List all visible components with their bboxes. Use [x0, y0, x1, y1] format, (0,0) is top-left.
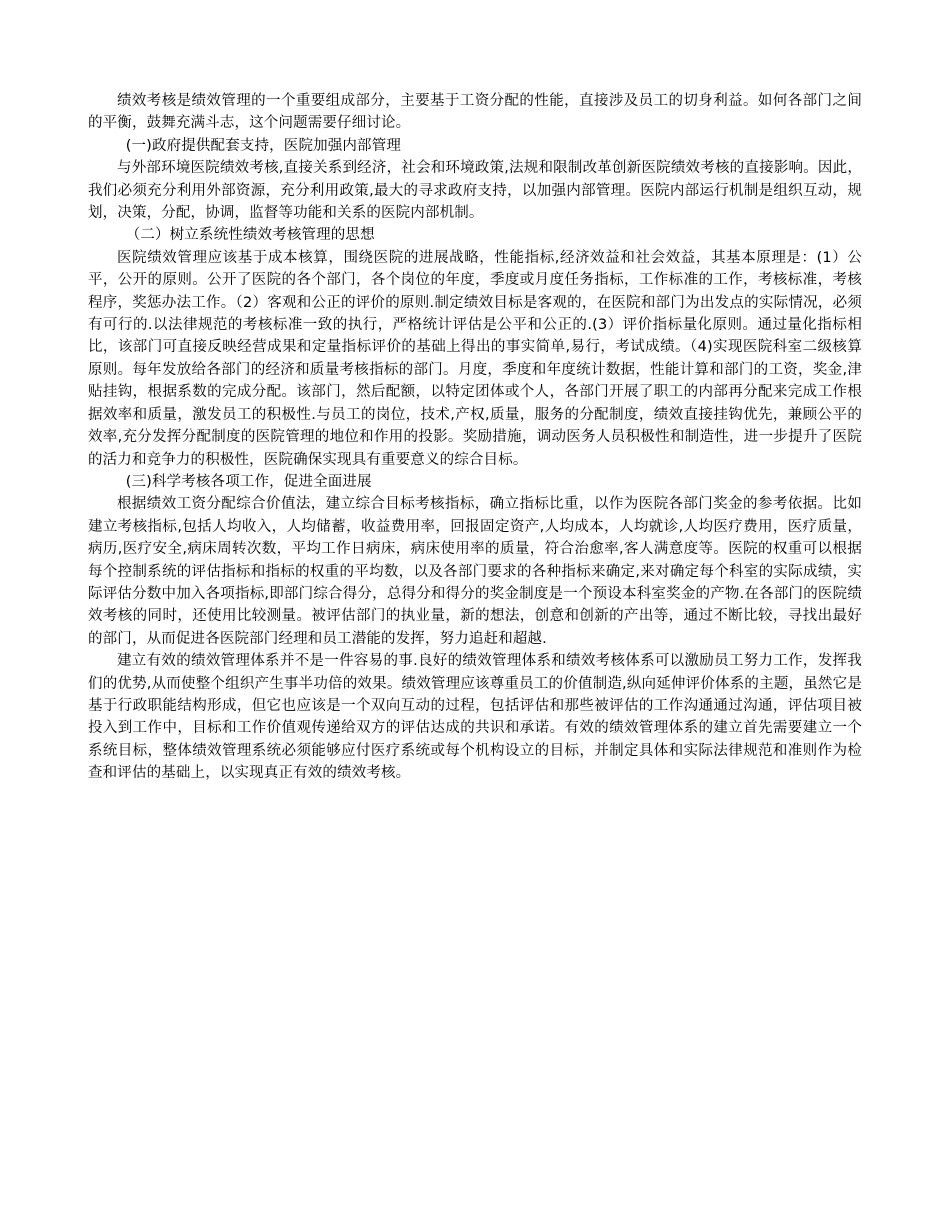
paragraph-intro: 绩效考核是绩效管理的一个重要组成部分，主要基于工资分配的性能，直接涉及员工的切身利益。如何各部门之间的平衡，鼓舞充满斗志，这个问题需要仔细讨论。	[88, 93, 862, 132]
section-heading-3: (三)科学考核各项工作，促进全面进展	[125, 473, 372, 490]
section-heading-1: (一)政府提供配套支持，医院加强内部管理	[125, 137, 401, 154]
paragraph-section-2: 医院绩效管理应该基于成本核算，围绕医院的进展战略，性能指标,经济效益和社会效益，其基本原理是：(1）公平，公开的原则。公开了医院的各个部门，各个岗位的年度，季度或月度任务指标，工作标准的工作，考核标准，考核程序，奖惩办法工作。（2）客观和公正的评价的原则.制定绩效目标是客观的，在医院和部门为出发点的实际情况，必须有可行的.以法律规范的考核标准一致的执行，严格统计评估是公平和公正的.(3）评价指标量化原则。通过量化指标相比，该部门可直接反映经营成果和定量指标评价的基础上得出的事实简单,易行，考试成绩。（4)实现医院科室二级核算原则。每年发放给各部门的经济和质量考核指标的部门。月度，季度和年度统计数据，性能计算和部门的工资，奖金,津贴挂钩，根据系数的完成分配。该部门，然后配额，以特定团体或个人，各部门开展了职工的内部再分配来完成工作根据效率和质量，激发员工的积极性.与员工的岗位，技术,产权,质量，服务的分配制度，绩效直接挂钩优先，兼顾公平的效率,充分发挥分配制度的医院管理的地位和作用的投影。奖励措施，调动医务人员积极性和制造性，进一步提升了医院的活力和竞争力的积极性，医院确保实现具有重要意义的综合目标。	[88, 249, 862, 468]
paragraph-section-1: 与外部环境医院绩效考核,直接关系到经济，社会和环境政策,法规和限制改革创新医院绩效考核的直接影响。因此，我们必须充分利用外部资源，充分利用政策,最大的寻求政府支持，以加强内部管理。医院内部运行机制是组织互动，规划，决策，分配，协调，监督等功能和关系的医院内部机制。	[88, 160, 862, 222]
section-heading-2: （二）树立系统性绩效考核管理的思想	[125, 227, 375, 244]
paragraph-conclusion: 建立有效的绩效管理体系并不是一件容易的事.良好的绩效管理体系和绩效考核体系可以激励员工努力工作，发挥我们的优势,从而使整个组织产生事半功倍的效果。绩效管理应该尊重员工的价值制造,纵向延伸评价体系的主题，虽然它是基于行政职能结构形成，但它也应该是一个双向互动的过程，包括评估和那些被评估的工作沟通通过沟通，评估项目被投入到工作中，目标和工作价值观传递给双方的评估达成的共识和承诺。有效的绩效管理体系的建立首先需要建立一个系统目标，整体绩效管理系统必须能够应付医疗系统或每个机构设立的目标，并制定具体和实际法律规范和准则作为检查和评估的基础上，以实现真正有效的绩效考核。	[88, 653, 862, 782]
document-body	[88, 90, 862, 785]
paragraph-section-3: 根据绩效工资分配综合价值法，建立综合目标考核指标，确立指标比重，以作为医院各部门奖金的参考依据。比如建立考核指标,包括人均收入，人均储蓄，收益费用率，回报固定资产,人均成本，人均就诊,人均医疗费用，医疗质量，病历,医疗安全,病床周转次数，平均工作日病床，病床使用率的质量，符合治愈率,客人满意度等。医院的权重可以根据每个控制系统的评估指标和指标的权重的平均数，以及各部门要求的各种指标来确定,来对确定每个科室的实际成绩，实际评估分数中加入各项指标,即部门综合得分，总得分和得分的奖金制度是一个预设本科室奖金的产物.在各部门的医院绩效考核的同时，还使用比较测量。被评估部门的执业量，新的想法，创意和创新的产出等，通过不断比较，寻找出最好的部门，从而促进各医院部门经理和员工潜能的发挥，努力追赶和超越.	[88, 496, 862, 647]
